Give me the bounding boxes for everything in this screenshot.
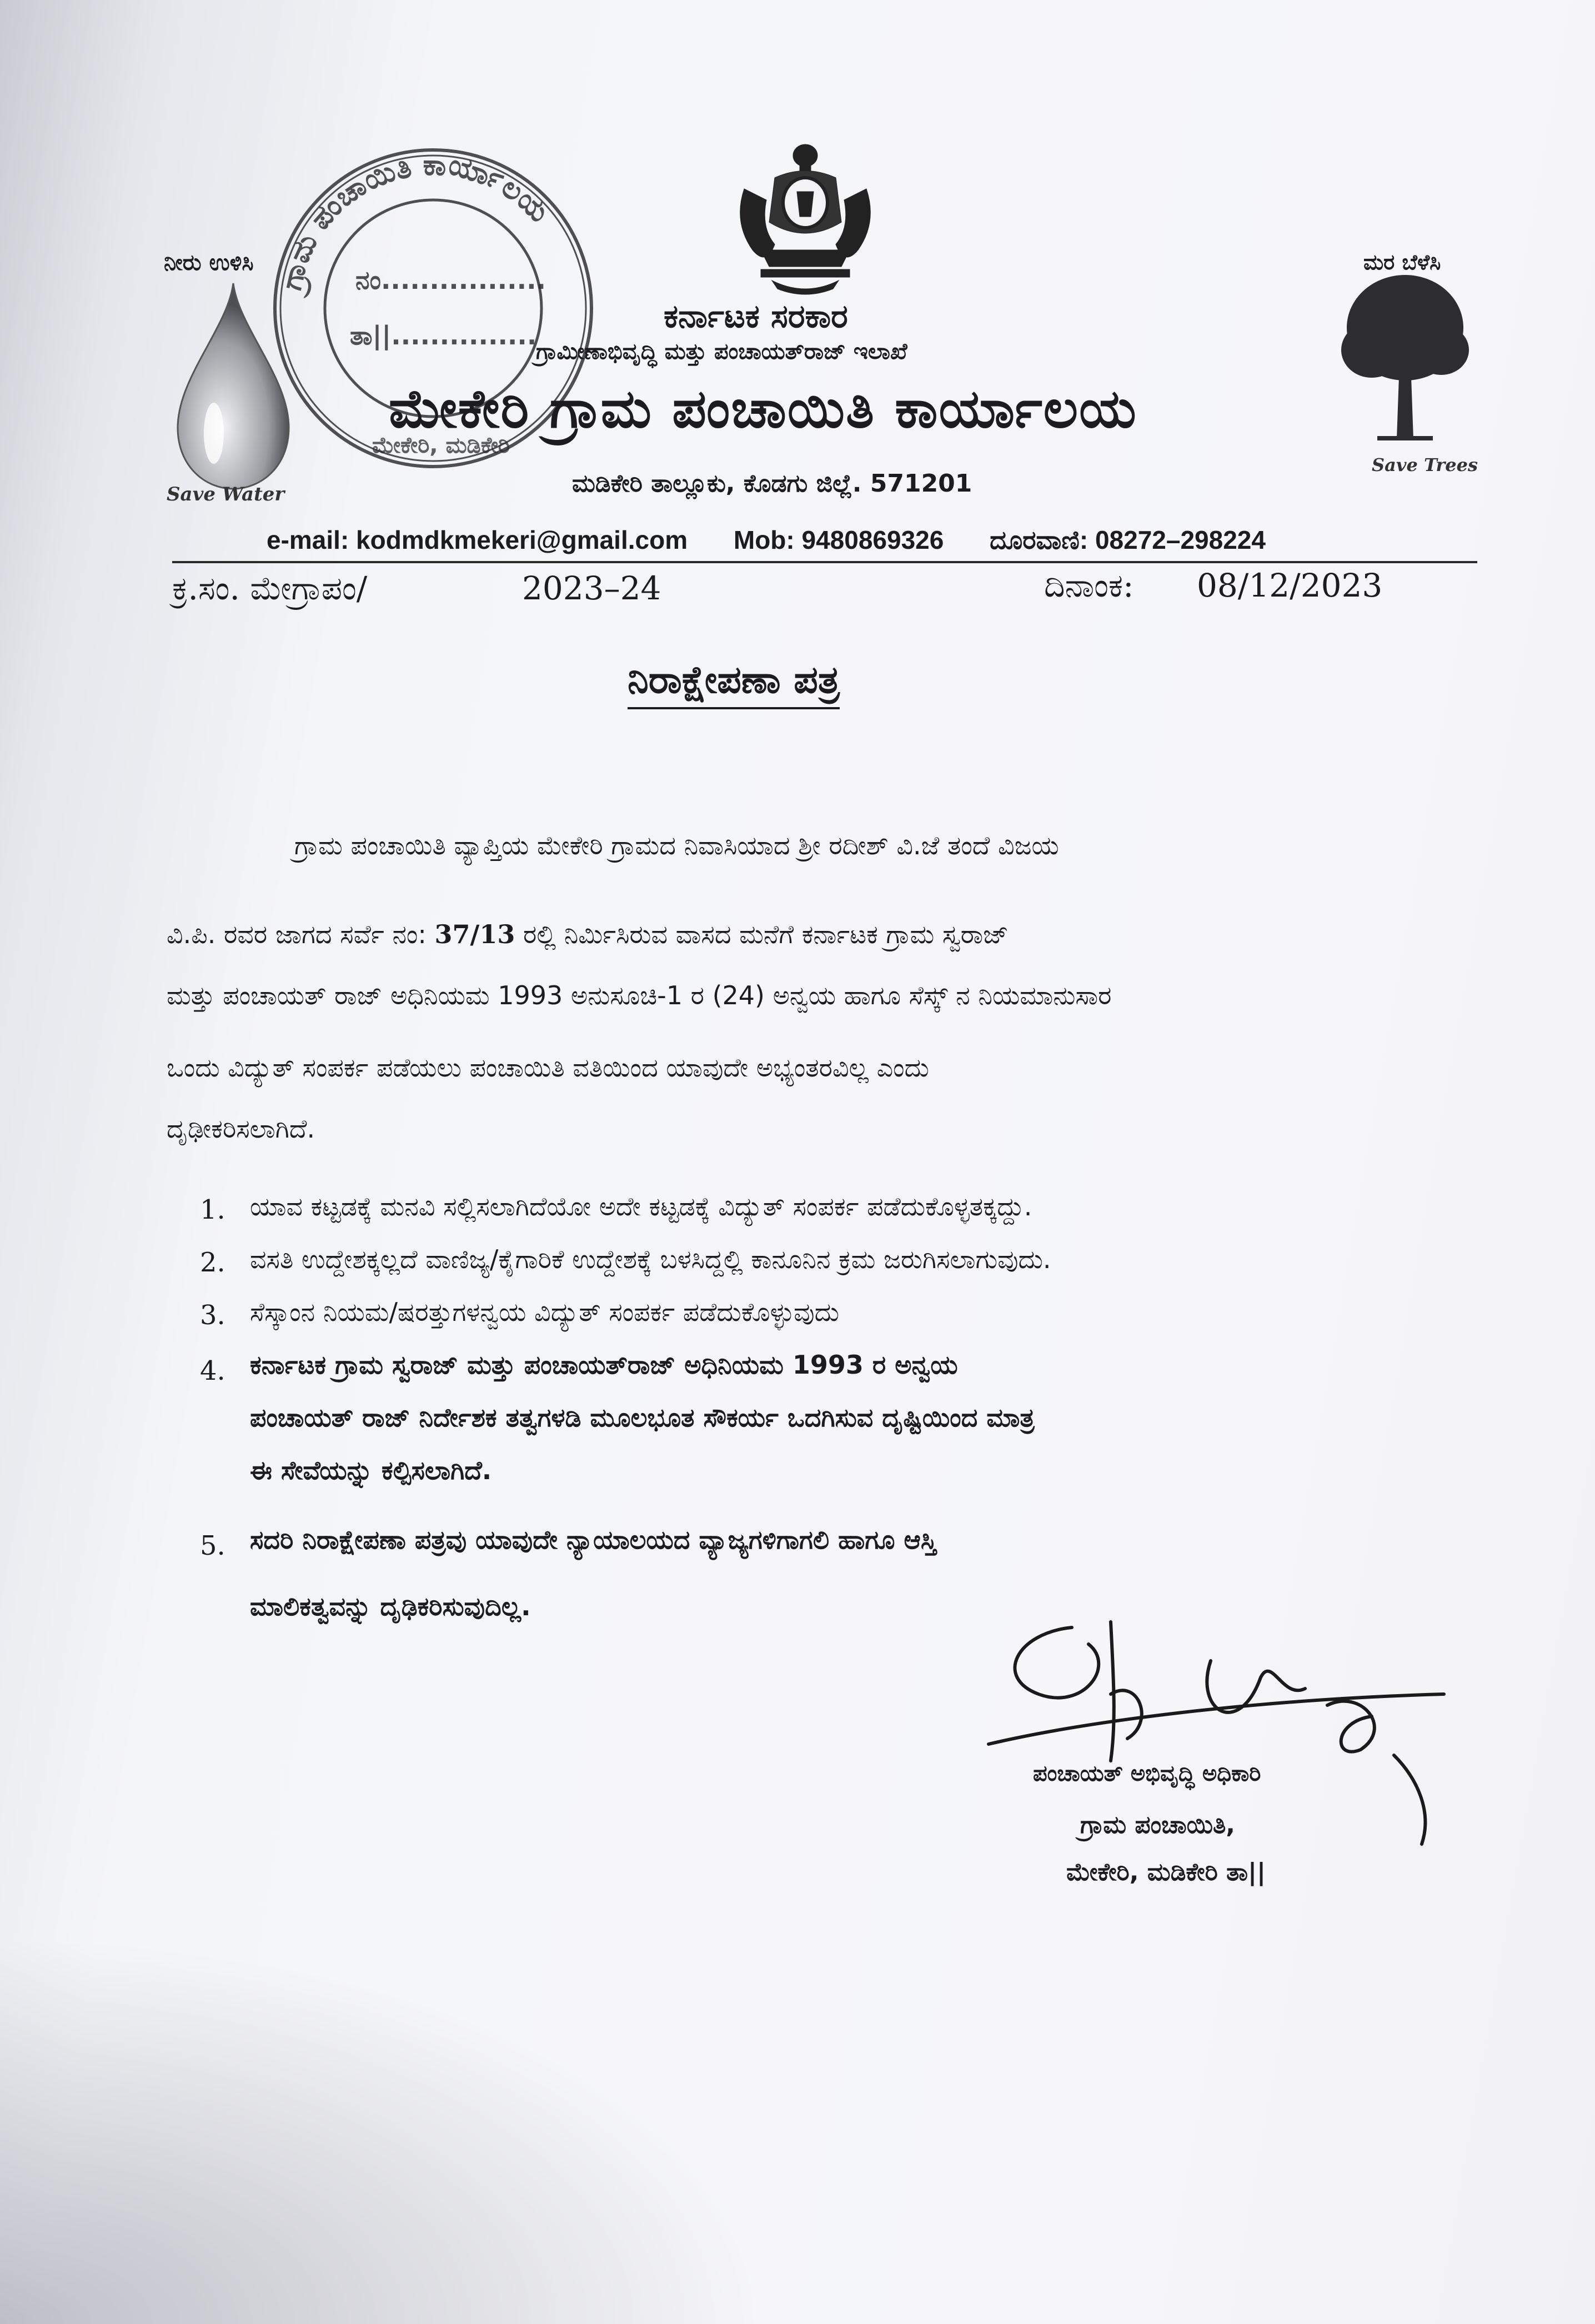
government-name: ಕರ್ನಾಟಕ ಸರಕಾರ [664,297,848,335]
stamp-line-1: ನಂ................. [355,265,546,295]
page-shadow [0,1935,778,2324]
condition-text: ಯಾವ ಕಟ್ಟಡಕ್ಕೆ ಮನವಿ ಸಲ್ಲಿಸಲಾಗಿದೆಯೋ ಅದೇ ಕಟ್ಟಡಕ್ಕೆ ವಿದ್ಯುತ್ ಸಂಪರ್ಕ ಪಡೆದುಕೊಳ್ಳತಕ್ಕದ್ದು. [250,1191,1032,1221]
header-divider [172,561,1477,563]
stamp-ring-text: ಗ್ರಾಮ ಪಂಚಾಯಿತಿ ಕಾರ್ಯಾಲಯ [274,148,556,293]
date-value: 08/12/2023 [1197,567,1383,604]
body-line-2-start: ವಿ.ಪಿ. ರವರ ಜಾಗದ ಸರ್ವೆ ನಂ: [167,919,435,949]
signatory-place: ಮೇಕೇರಿ, ಮಡಿಕೇರಿ ತಾ|| [1066,1858,1266,1886]
tree-logo [1338,267,1472,450]
left-logo-caption: Save Water [167,483,285,505]
condition-number: 3. [200,1300,225,1331]
condition-text: ಸೆಸ್ಕಾಂನ ನಿಯಮ/ಷರತ್ತುಗಳನ್ವಯ ವಿದ್ಯುತ್ ಸಂಪರ್ಕ ಪಡೆದುಕೊಳ್ಳುವುದು [250,1297,839,1327]
body-line-3: ಮತ್ತು ಪಂಚಾಯತ್ ರಾಜ್ ಅಧಿನಿಯಮ 1993 ಅನುಸೂಚಿ-1 ರ (24) ಅನ್ವಯ ಹಾಗೂ ಸೆಸ್ಕ್ ನ ನಿಯಮಾನುಸಾರ [167,980,1112,1010]
survey-number: 37/13 [434,919,515,949]
condition-number: 4. [200,1355,225,1386]
signatory-office: ಗ್ರಾಮ ಪಂಚಾಯಿತಿ, [1080,1811,1236,1839]
condition-text: ಪಂಚಾಯತ್ ರಾಜ್ ನಿರ್ದೇಶಕ ತತ್ವಗಳಡಿ ಮೂಲಭೂತ ಸೌಕರ್ಯ ಒದಗಿಸುವ ದೃಷ್ಟಿಯಿಂದ ಮಾತ್ರ [250,1403,1035,1433]
body-line-1: ಗ್ರಾಮ ಪಂಚಾಯಿತಿ ವ್ಯಾಪ್ತಿಯ ಮೇಕೇರಿ ಗ್ರಾಮದ ನಿವಾಸಿಯಾದ ಶ್ರೀ ರದೀಶ್ ವಿ.ಜೆ ತಂದೆ ವಿಜಯ [294,830,1059,860]
handwritten-signature [972,1611,1499,1855]
reference-number-label: ಕ್ರ.ಸಂ. ಮೇಗ್ರಾಪಂ/ [172,569,368,607]
stamp-bottom-text: ಮೇಕೇರಿ, ಮಡಿಕೇರಿ [372,433,510,458]
left-logo-title: ನೀರು ಉಳಿಸಿ [164,250,254,276]
condition-text: ಕರ್ನಾಟಕ ಗ್ರಾಮ ಸ್ವರಾಜ್ ಮತ್ತು ಪಂಚಾಯತ್‌ರಾಜ್ ಅಧಿನಿಯಮ 1993 ರ ಅನ್ವಯ [250,1350,958,1380]
stamp-line-2: ತಾ||............... [350,320,537,350]
reference-year: 2023–24 [522,569,661,607]
body-line-5: ದೃಢೀಕರಿಸಲಾಗಿದೆ. [167,1114,315,1144]
phone-text: ದೂರವಾಣಿ: 08272–298224 [990,525,1266,554]
office-address: ಮಡಿಕೇರಿ ತಾಲ್ಲೂಕು, ಕೊಡಗು ಜಿಲ್ಲೆ. 571201 [572,469,972,498]
date-label: ದಿನಾಂಕ: [1044,567,1134,604]
office-name: ಮೇಕೇರಿ ಗ್ರಾಮ ಪಂಚಾಯಿತಿ ಕಾರ್ಯಾಲಯ [389,378,1137,440]
body-line-2-end: ರಲ್ಲಿ ನಿರ್ಮಿಸಿರುವ ವಾಸದ ಮನೆಗೆ ಕರ್ನಾಟಕ ಗ್ರಾಮ ಸ್ವರಾಜ್ [515,919,1009,949]
condition-text: ಈ ಸೇವೆಯನ್ನು ಕಲ್ಪಿಸಲಾಗಿದೆ. [250,1455,492,1485]
condition-text: ವಸತಿ ಉದ್ದೇಶಕ್ಕಲ್ಲದೆ ವಾಣಿಜ್ಯ/ಕೈಗಾರಿಕೆ ಉದ್ದೇಶಕ್ಕೆ ಬಳಸಿದ್ದಲ್ಲಿ ಕಾನೂನಿನ ಕ್ರಮ ಜರುಗಿಸಲಾಗುವುದು. [250,1244,1051,1274]
signatory-designation: ಪಂಚಾಯತ್ ಅಭಿವೃದ್ಧಿ ಅಧಿಕಾರಿ [1033,1761,1261,1786]
condition-text: ಮಾಲಿಕತ್ವವನ್ನು ದೃಢಿಕರಿಸುವುದಿಲ್ಲ. [250,1591,531,1621]
condition-text: ಸದರಿ ನಿರಾಕ್ಷೇಪಣಾ ಪತ್ರವು ಯಾವುದೇ ನ್ಯಾಯಾಲಯದ ವ್ಯಾಜ್ಯಗಳಿಗಾಗಲಿ ಹಾಗೂ ಆಸ್ತಿ [250,1525,937,1555]
right-logo-title: ಮರ ಬೆಳೆಸಿ [1363,250,1441,274]
condition-number: 2. [200,1247,225,1278]
state-emblem-icon [722,139,889,300]
right-logo-caption: Save Trees [1372,454,1478,475]
department-name: ಗ್ರಾಮೀಣಾಭಿವೃದ್ಧಿ ಮತ್ತು ಪಂಚಾಯತ್‌ರಾಜ್ ಇಲಾಖೆ [536,339,907,364]
email-text: e-mail: kodmdkmekeri@gmail.com [267,525,688,554]
body-line-2 [167,919,1444,950]
contact-line [267,525,1305,556]
mobile-text: Mob: 9480869326 [733,525,944,554]
document-title: ನಿರಾಕ್ಷೇಪಣಾ ಪತ್ರ [628,658,840,709]
condition-number: 5. [200,1530,225,1561]
condition-number: 1. [200,1194,225,1225]
body-line-4: ಒಂದು ವಿದ್ಯುತ್ ಸಂಪರ್ಕ ಪಡೆಯಲು ಪಂಚಾಯಿತಿ ವತಿಯಿಂದ ಯಾವುದೇ ಅಭ್ಯಂತರವಿಲ್ಲ ಎಂದು [167,1053,929,1083]
